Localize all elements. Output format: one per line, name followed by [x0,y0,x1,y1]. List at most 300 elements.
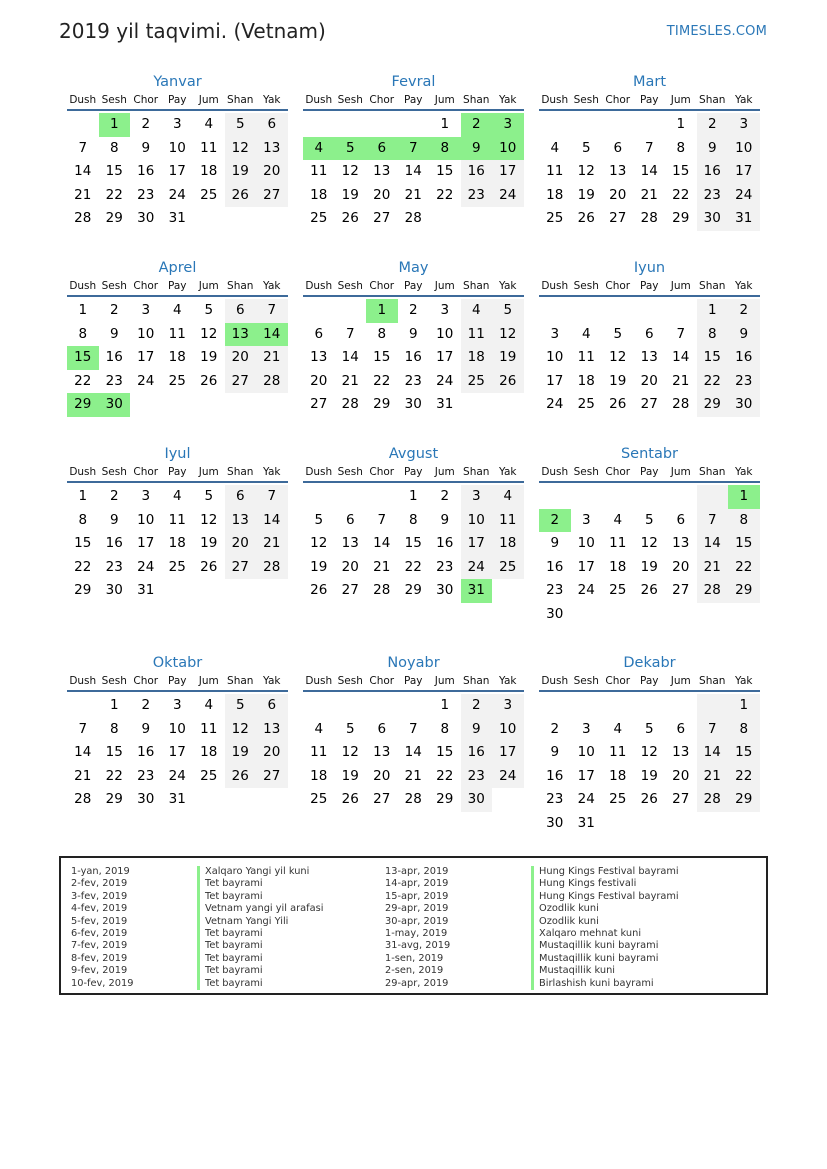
empty-cell [366,694,398,718]
day-cell: 4 [492,485,524,509]
day-cell: 22 [404,558,422,575]
day-cell: 7 [377,511,387,528]
weekday-label: Yak [499,466,517,478]
day-cell: 4 [581,325,591,342]
day-cell: 19 [341,767,359,784]
day-cell: 26 [200,558,218,575]
day-cell: 18 [168,535,186,552]
weekday-label: Chor [369,280,395,292]
weekday-label: Jum [434,280,455,292]
empty-cell [335,485,367,509]
day-cell: 21 [404,767,422,784]
weekday-label: Pay [403,466,423,478]
weekday-label: Yak [735,466,753,478]
day-cell: 30 [436,582,454,599]
legend-right-dates [385,866,450,990]
month-name: Yanvar [153,74,202,90]
day-cell: 30 [461,788,493,812]
day-cell: 1 [676,116,686,132]
day-cell: 20 [373,767,391,784]
weekday-label: Chor [605,466,631,478]
day-cell: 2 [141,116,151,132]
day-cell: 29 [74,582,92,599]
day-cell: 26 [341,210,359,227]
day-cell: 11 [200,139,218,156]
day-cell: 8 [109,720,119,737]
day-cell: 3 [492,113,524,137]
day-cell: 1 [728,694,760,718]
day-cell: 17 [436,349,454,366]
legend-entry: 31-avg, 2019 [385,940,451,952]
weekday-label: Dush [541,466,569,478]
day-cell: 12 [341,163,359,180]
day-cell: 25 [577,396,595,413]
day-cell: 30 [546,814,564,831]
empty-cell [366,113,398,137]
day-cell: 17 [461,532,493,556]
day-cell: 5 [225,113,257,137]
day-cell: 16 [546,767,564,784]
day-cell: 21 [640,186,658,203]
day-cell: 14 [74,163,92,180]
day-cell: 6 [256,694,288,718]
days-grid [67,694,288,812]
day-cell: 6 [256,113,288,137]
legend-entry: Tet bayrami [197,940,323,952]
day-cell: 13 [672,744,690,761]
empty-cell [539,485,571,509]
day-cell: 24 [492,184,524,208]
weekday-label: Dush [69,94,97,106]
empty-cell [665,299,697,323]
day-cell: 22 [436,186,454,203]
legend-entry: 1-may, 2019 [385,927,448,939]
day-cell: 13 [225,509,257,533]
day-cell: 1 [366,299,398,323]
day-cell: 31 [168,210,186,227]
day-cell: 5 [204,302,214,318]
weekday-label: Pay [403,280,423,292]
weekday-label: Sesh [101,94,127,106]
day-cell: 1 [728,485,760,509]
day-cell: 4 [461,299,493,323]
weekday-label: Shan [463,466,490,478]
day-cell: 9 [697,137,729,161]
day-cell: 7 [256,299,288,323]
weekday-label: Sesh [101,466,127,478]
day-cell: 21 [404,186,422,203]
day-cell: 8 [377,325,387,342]
day-cell: 14 [640,163,658,180]
day-cell: 25 [461,370,493,394]
weekday-header [539,279,760,297]
weekday-label: Jum [198,280,219,292]
legend-entry: 30-apr, 2019 [385,915,449,927]
weekday-label: Chor [133,280,159,292]
day-cell: 2 [461,694,493,718]
weekday-label: Sesh [573,280,599,292]
day-cell: 28 [697,788,729,812]
day-cell: 25 [168,372,186,389]
day-cell: 12 [609,349,627,366]
legend-entry: 4-fev, 2019 [71,903,128,915]
days-grid [303,113,524,231]
empty-cell [634,299,666,323]
day-cell: 14 [341,349,359,366]
day-cell: 20 [225,532,257,556]
day-cell: 19 [310,558,328,575]
day-cell: 29 [67,393,99,417]
day-cell: 29 [105,791,123,808]
day-cell: 24 [137,558,155,575]
day-cell: 4 [172,488,182,504]
weekday-label: Jum [198,466,219,478]
day-cell: 15 [697,346,729,370]
month-name: Oktabr [152,655,203,671]
day-cell: 24 [492,765,524,789]
day-cell: 16 [137,163,155,180]
day-cell: 20 [640,372,658,389]
day-cell: 26 [609,396,627,413]
legend-entry: 29-apr, 2019 [385,977,449,989]
weekday-label: Chor [605,94,631,106]
day-cell: 28 [74,791,92,808]
legend-entry: Xalqaro mehnat kuni [531,928,679,940]
day-cell: 23 [461,765,493,789]
weekday-header [539,93,760,111]
day-cell: 27 [672,791,690,808]
legend-entry: 3-fev, 2019 [71,890,128,902]
day-cell: 4 [172,302,182,318]
day-cell: 5 [613,325,623,342]
legend-entry: 1-sen, 2019 [385,952,444,964]
weekday-label: Pay [639,466,659,478]
day-cell: 1 [109,697,119,713]
legend-entry: Tet bayrami [197,928,323,940]
day-cell: 19 [609,372,627,389]
day-cell: 10 [137,325,155,342]
day-cell: 19 [640,558,658,575]
day-cell: 9 [141,720,151,737]
day-cell: 17 [546,372,564,389]
day-cell: 9 [461,137,493,161]
month-name: Iyun [633,260,666,276]
day-cell: 28 [74,210,92,227]
days-grid [303,485,524,603]
day-cell: 16 [105,535,123,552]
day-cell: 21 [256,346,288,370]
day-cell: 23 [546,791,564,808]
day-cell: 6 [345,511,355,528]
day-cell: 7 [256,485,288,509]
holiday-legend [59,856,768,995]
day-cell: 18 [609,767,627,784]
legend-entry: 2-sen, 2019 [385,965,444,977]
day-cell: 4 [204,116,214,132]
day-cell: 14 [672,349,690,366]
weekday-header [539,674,760,692]
day-cell: 18 [546,186,564,203]
month-name: May [398,260,429,276]
day-cell: 26 [640,791,658,808]
day-cell: 3 [492,694,524,718]
day-cell: 24 [137,372,155,389]
legend-entry: Hung Kings festivali [531,878,679,890]
day-cell: 5 [225,694,257,718]
day-cell: 30 [404,396,422,413]
days-grid [539,299,760,417]
weekday-header [303,465,524,483]
weekday-label: Shan [699,280,726,292]
empty-cell [303,694,335,718]
weekday-label: Shan [699,94,726,106]
day-cell: 27 [225,556,257,580]
day-cell: 21 [341,372,359,389]
weekday-label: Shan [463,94,490,106]
day-cell: 25 [310,791,328,808]
day-cell: 25 [609,582,627,599]
weekday-header [303,279,524,297]
day-cell: 13 [672,535,690,552]
weekday-label: Dush [541,94,569,106]
day-cell: 30 [105,582,123,599]
day-cell: 29 [373,396,391,413]
day-cell: 18 [461,346,493,370]
day-cell: 24 [577,582,595,599]
legend-entry: Hung Kings Festival bayrami [531,866,679,878]
day-cell: 31 [577,814,595,831]
month-sentabr [539,443,760,627]
day-cell: 1 [99,113,131,137]
day-cell: 10 [577,744,595,761]
weekday-label: Pay [167,466,187,478]
weekday-label: Jum [670,675,691,687]
day-cell: 23 [137,767,155,784]
month-avgust [303,443,524,603]
weekday-label: Jum [434,675,455,687]
empty-cell [67,694,99,718]
legend-entry: 14-apr, 2019 [385,878,449,890]
weekday-label: Jum [198,94,219,106]
day-cell: 13 [373,744,391,761]
legend-entry: Tet bayrami [197,965,323,977]
weekday-label: Shan [227,675,254,687]
empty-cell [398,694,430,718]
day-cell: 4 [204,697,214,713]
weekday-label: Chor [133,466,159,478]
day-cell: 28 [697,579,729,603]
day-cell: 12 [200,325,218,342]
legend-entry: 1-yan, 2019 [71,866,130,877]
day-cell: 19 [341,186,359,203]
day-cell: 22 [728,556,760,580]
day-cell: 7 [345,325,355,342]
weekday-label: Shan [227,280,254,292]
weekday-header [539,465,760,483]
day-cell: 10 [137,511,155,528]
day-cell: 16 [137,744,155,761]
day-cell: 26 [577,210,595,227]
legend-entry: Mustaqillik kuni bayrami [531,940,679,952]
day-cell: 15 [105,163,123,180]
day-cell: 25 [168,558,186,575]
day-cell: 12 [225,718,257,742]
day-cell: 17 [137,349,155,366]
day-cell: 13 [256,718,288,742]
day-cell: 30 [137,210,155,227]
day-cell: 8 [728,718,760,742]
day-cell: 18 [310,767,328,784]
days-grid [539,113,760,231]
day-cell: 14 [697,532,729,556]
day-cell: 28 [256,370,288,394]
day-cell: 10 [728,137,760,161]
day-cell: 9 [109,511,119,528]
day-cell: 5 [581,139,591,156]
day-cell: 16 [546,558,564,575]
day-cell: 17 [492,160,524,184]
month-iyul [67,443,288,603]
legend-left-names [197,866,323,990]
day-cell: 24 [168,186,186,203]
day-cell: 8 [728,509,760,533]
day-cell: 11 [546,163,564,180]
day-cell: 27 [341,582,359,599]
day-cell: 26 [640,582,658,599]
day-cell: 17 [168,163,186,180]
day-cell: 28 [404,210,422,227]
day-cell: 1 [440,116,450,132]
legend-entry: 13-apr, 2019 [385,866,449,877]
day-cell: 17 [577,767,595,784]
day-cell: 3 [141,488,151,504]
day-cell: 31 [168,791,186,808]
day-cell: 30 [546,605,564,622]
day-cell: 11 [310,744,328,761]
weekday-label: Pay [403,675,423,687]
weekday-label: Sesh [337,675,363,687]
day-cell: 16 [436,535,454,552]
empty-cell [602,485,634,509]
brand-link[interactable]: TIMESLES.COM [666,24,767,39]
day-cell: 4 [303,137,335,161]
day-cell: 1 [78,302,88,318]
day-cell: 8 [408,511,418,528]
legend-entry: Tet bayrami [197,953,323,965]
day-cell: 25 [609,791,627,808]
day-cell: 9 [550,744,560,761]
weekday-label: Dush [305,280,333,292]
weekday-label: Dush [305,466,333,478]
legend-left-dates [71,866,133,990]
legend-right-names [531,866,679,990]
day-cell: 2 [550,720,560,737]
weekday-label: Dush [69,675,97,687]
empty-cell [634,694,666,718]
day-cell: 18 [492,532,524,556]
month-yanvar [67,71,288,231]
day-cell: 3 [461,485,493,509]
empty-cell [634,485,666,509]
day-cell: 25 [200,767,218,784]
weekday-label: Dush [305,675,333,687]
day-cell: 23 [436,558,454,575]
day-cell: 7 [78,139,88,156]
day-cell: 12 [640,744,658,761]
day-cell: 13 [256,137,288,161]
day-cell: 28 [256,556,288,580]
day-cell: 29 [404,582,422,599]
day-cell: 11 [461,323,493,347]
month-fevral [303,71,524,231]
day-cell: 23 [105,372,123,389]
day-cell: 6 [676,511,686,528]
day-cell: 18 [609,558,627,575]
day-cell: 23 [728,370,760,394]
day-cell: 17 [137,535,155,552]
day-cell: 30 [697,207,729,231]
weekday-label: Chor [133,94,159,106]
day-cell: 16 [697,160,729,184]
weekday-label: Dush [541,280,569,292]
legend-entry: Mustaqillik kuni bayrami [531,953,679,965]
weekday-label: Pay [639,675,659,687]
weekday-label: Chor [369,94,395,106]
day-cell: 15 [728,741,760,765]
page-title: 2019 yil taqvimi. (Vetnam) [59,19,326,43]
day-cell: 8 [78,325,88,342]
day-cell: 31 [728,207,760,231]
day-cell: 17 [577,558,595,575]
day-cell: 6 [644,325,654,342]
empty-cell [398,113,430,137]
day-cell: 3 [550,325,560,342]
month-dekabr [539,652,760,836]
empty-cell [602,113,634,137]
day-cell: 14 [74,744,92,761]
day-cell: 13 [225,323,257,347]
day-cell: 9 [461,718,493,742]
weekday-header [67,465,288,483]
empty-cell [634,113,666,137]
day-cell: 21 [697,556,729,580]
legend-entry: 10-fev, 2019 [71,977,134,989]
day-cell: 14 [256,323,288,347]
day-cell: 14 [404,744,422,761]
days-grid [539,694,760,836]
day-cell: 20 [310,372,328,389]
day-cell: 22 [74,558,92,575]
day-cell: 20 [256,741,288,765]
legend-entry: 7-fev, 2019 [71,940,128,952]
weekday-label: Pay [639,280,659,292]
days-grid [303,299,524,417]
month-name: Avgust [388,446,439,462]
empty-cell [571,113,603,137]
day-cell: 18 [168,349,186,366]
day-cell: 29 [105,210,123,227]
weekday-header [67,279,288,297]
day-cell: 13 [640,349,658,366]
weekday-label: Pay [403,94,423,106]
month-oktabr [67,652,288,812]
empty-cell [697,485,729,509]
empty-cell [539,299,571,323]
empty-cell [539,694,571,718]
day-cell: 19 [225,160,257,184]
weekday-label: Yak [499,675,517,687]
day-cell: 6 [377,720,387,737]
